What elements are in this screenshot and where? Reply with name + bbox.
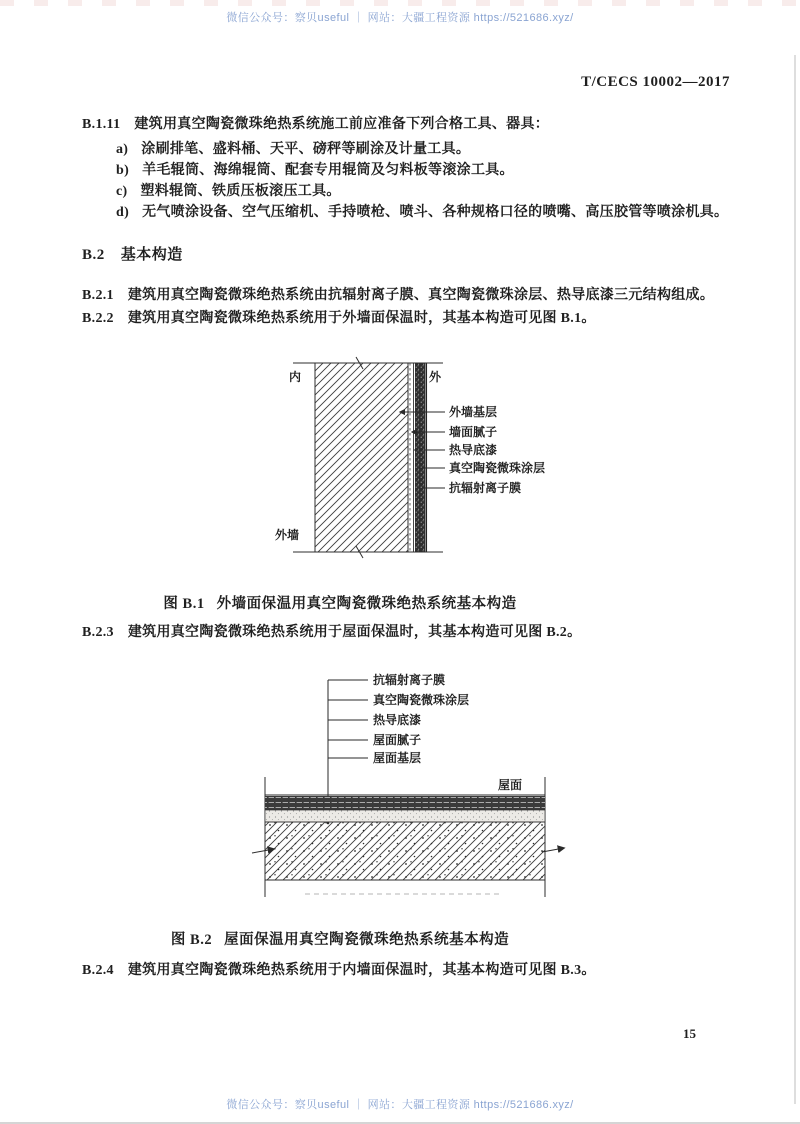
figure-b2-roof-section-diagram	[250, 665, 570, 910]
clause-number: B.2.2	[82, 311, 114, 326]
clause-number: B.1.11	[82, 117, 121, 132]
inner-side-label: 内	[288, 370, 302, 384]
clause-number: B.2.3	[82, 625, 114, 640]
figure-b1-wall-section-diagram	[235, 355, 565, 570]
page-number: 15	[683, 1026, 696, 1041]
microsphere-coating-band	[415, 363, 426, 552]
clause-b111	[82, 116, 732, 135]
header-source-link[interactable]: 微信公众号：察贝useful ｜ 网站：大疆工程资源 https://521686.xyz/	[226, 12, 574, 24]
top-edge-watermark	[0, 0, 800, 6]
clause-number: B.2.4	[82, 963, 114, 978]
figure-number: 图 B.2	[170, 932, 213, 948]
section-number: B.2	[82, 247, 105, 263]
item-text: 羊毛辊筒、海绵辊筒、配套专用辊筒及匀料板等滚涂工具。	[142, 163, 514, 178]
layer-label-wall-base: 外墙基层	[449, 405, 498, 419]
roof-label: 屋面	[498, 778, 523, 792]
list-item	[82, 202, 732, 223]
layer-label-coating: 真空陶瓷微珠涂层	[449, 461, 546, 475]
clause-number: B.2.1	[82, 288, 114, 303]
layer-label-primer: 热导底漆	[373, 713, 422, 727]
item-text: 塑料辊筒、铁质压板滚压工具。	[140, 184, 341, 199]
layer-label-film: 抗辐射离子膜	[373, 673, 446, 687]
tool-list	[82, 139, 732, 223]
exterior-wall-label: 外墙	[274, 528, 300, 542]
section-b2-heading	[82, 243, 183, 264]
putty-band	[265, 810, 545, 822]
scan-edge-right	[794, 55, 796, 1104]
wall-base-hatched-area	[315, 363, 408, 552]
list-item	[82, 181, 732, 202]
list-item	[82, 139, 732, 160]
figure-title: 外墙面保温用真空陶瓷微珠绝热系统基本构造	[216, 596, 517, 612]
item-marker: b)	[116, 163, 130, 178]
list-item	[82, 160, 732, 181]
clause-text: 建筑用真空陶瓷微珠绝热系统用于外墙面保温时，其基本构造可见图 B.1。	[127, 311, 596, 326]
section-title: 基本构造	[120, 247, 183, 263]
roof-slab-aggregate-dots	[265, 822, 545, 880]
clause-b22	[82, 310, 732, 329]
figure-b2-caption	[80, 928, 600, 949]
clause-b23	[82, 624, 732, 643]
clause-text: 建筑用真空陶瓷微珠绝热系统由抗辐射离子膜、真空陶瓷微珠涂层、热导底漆三元结构组成。	[127, 288, 715, 303]
standard-code: T/CECS 10002—2017	[581, 74, 730, 90]
layer-label-roof-putty: 屋面腻子	[373, 733, 422, 747]
layer-label-primer: 热导底漆	[449, 443, 498, 457]
item-text: 涂刷排笔、盛料桶、天平、磅秤等刷涂及计量工具。	[141, 142, 471, 157]
item-text: 无气喷涂设备、空气压缩机、手持喷枪、喷斗、各种规格口径的喷嘴、高压胶管等喷涂机具。	[142, 205, 729, 220]
item-marker: a)	[116, 142, 129, 157]
layer-label-putty: 墙面腻子	[449, 425, 498, 439]
clause-text: 建筑用真空陶瓷微珠绝热系统用于内墙面保温时，其基本构造可见图 B.3。	[127, 963, 596, 978]
layer-label-coating: 真空陶瓷微珠涂层	[373, 693, 470, 707]
layer-label-film: 抗辐射离子膜	[449, 481, 522, 495]
layer-label-roof-base: 屋面基层	[373, 751, 422, 765]
figure-b1-caption	[80, 592, 600, 613]
outer-side-label: 外	[428, 370, 442, 384]
clause-b21	[82, 287, 732, 306]
figure-title: 屋面保温用真空陶瓷微珠绝热系统基本构造	[224, 932, 510, 948]
clause-text: 建筑用真空陶瓷微珠绝热系统施工前应准备下列合格工具、器具：	[134, 117, 550, 132]
item-marker: c)	[116, 184, 128, 199]
coating-membrane-band	[265, 796, 545, 810]
figure-number: 图 B.1	[163, 596, 205, 612]
clause-b24	[82, 962, 732, 981]
clause-text: 建筑用真空陶瓷微珠绝热系统用于屋面保温时，其基本构造可见图 B.2。	[127, 625, 582, 640]
footer-source-link[interactable]: 微信公众号：察贝useful ｜ 网站：大疆工程资源 https://521686.xyz/	[226, 1099, 574, 1111]
item-marker: d)	[116, 205, 130, 220]
